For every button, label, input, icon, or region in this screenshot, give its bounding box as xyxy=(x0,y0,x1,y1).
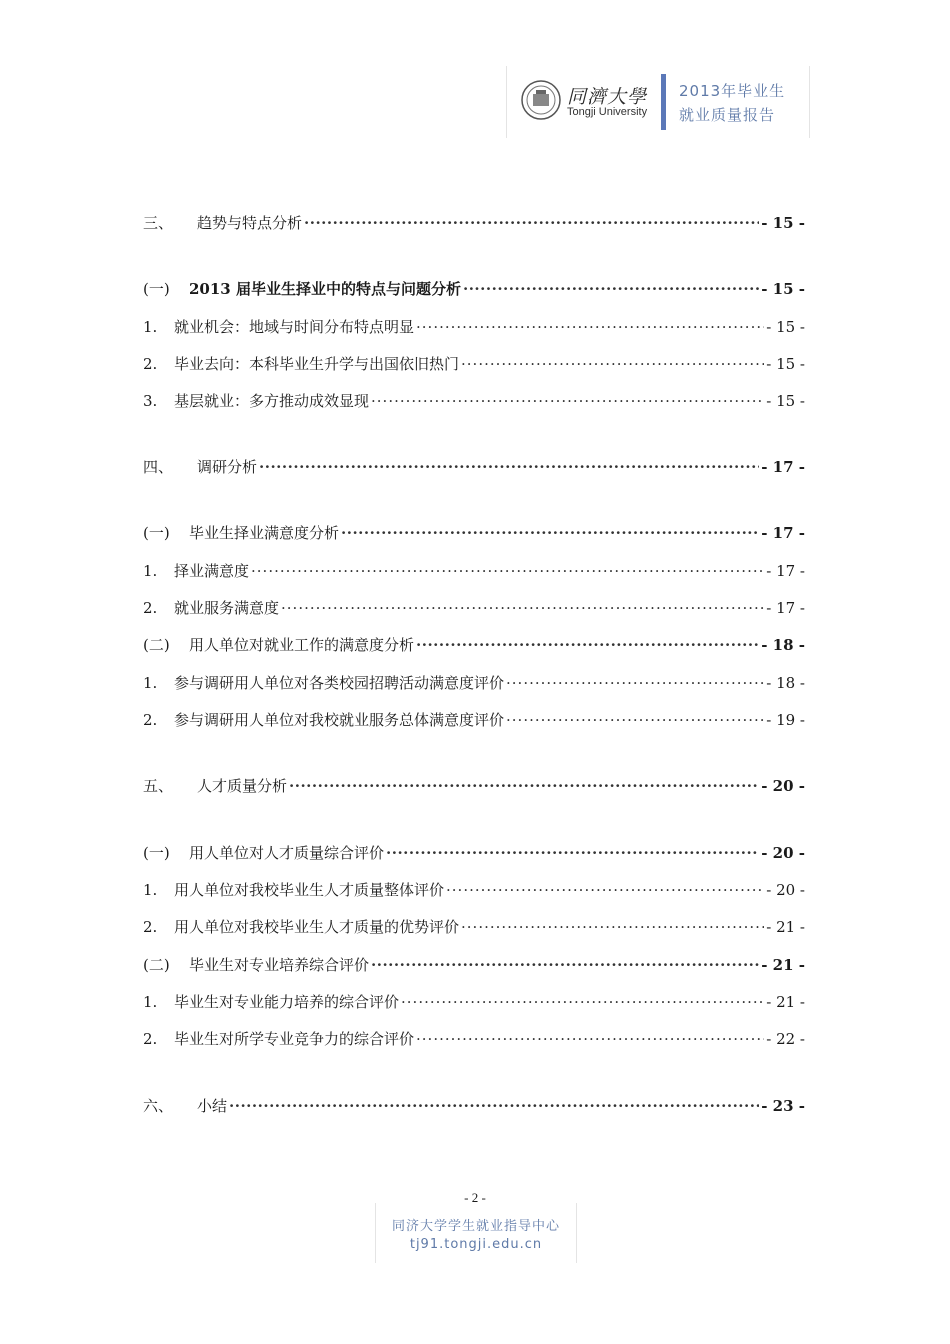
university-name-en: Tongji University xyxy=(567,106,648,118)
toc-entry-title: 人才质量分析 xyxy=(197,777,288,795)
toc-entry[interactable] xyxy=(143,842,805,864)
toc-entry-page: - 19 - xyxy=(766,711,805,729)
report-title-line1: 2013年毕业生 xyxy=(679,82,786,100)
page-number: - 2 - xyxy=(464,1190,486,1205)
toc-entry-title: 趋势与特点分析 xyxy=(197,214,303,232)
toc-entry-page: - 21 - xyxy=(761,956,805,974)
toc-entry[interactable] xyxy=(143,634,805,656)
toc-entry-page: - 18 - xyxy=(766,674,805,692)
toc-entry-title: 参与调研用人单位对我校就业服务总体满意度评价 xyxy=(174,711,505,729)
toc-entry-number: 2. xyxy=(143,599,158,617)
toc-entry-number: 五、 xyxy=(143,777,174,795)
toc-entry[interactable] xyxy=(143,1028,805,1050)
toc-entry[interactable] xyxy=(143,212,805,234)
toc-leader-dots xyxy=(416,316,764,338)
toc-entry-page: - 21 - xyxy=(766,918,805,936)
toc-entry-page: - 17 - xyxy=(766,562,805,580)
toc-entry-number: 1. xyxy=(143,993,158,1011)
toc-leader-dots xyxy=(259,456,759,478)
report-title-line2: 就业质量报告 xyxy=(679,106,776,124)
toc-entry-number: 1. xyxy=(143,318,158,336)
toc-entry-title: 毕业去向：本科毕业生升学与出国依旧热门 xyxy=(174,355,460,373)
toc-entry-title: 基层就业：多方推动成效显现 xyxy=(174,392,370,410)
toc-entry-number: 3. xyxy=(143,392,158,410)
toc-entry[interactable] xyxy=(143,709,805,731)
toc-entry-title: 调研分析 xyxy=(197,458,258,476)
toc-entry[interactable] xyxy=(143,353,805,375)
toc-entry-title: 毕业生对专业培养综合评价 xyxy=(189,956,370,974)
toc-entry-page: - 15 - xyxy=(761,214,805,232)
toc-entry-title: 小结 xyxy=(197,1097,228,1115)
toc-entry-number: (一) xyxy=(143,844,170,862)
toc-entry-number: 2. xyxy=(143,355,158,373)
toc-entry-number: 1. xyxy=(143,562,158,580)
toc-entry-page: - 20 - xyxy=(761,844,805,862)
toc-leader-dots xyxy=(446,879,764,901)
toc-entry-number: (二) xyxy=(143,956,170,974)
toc-entry-number: 四、 xyxy=(143,458,174,476)
toc-entry-page: - 23 - xyxy=(761,1097,805,1115)
toc-entry-page: - 15 - xyxy=(766,355,805,373)
toc-entry[interactable] xyxy=(143,522,805,544)
toc-leader-dots xyxy=(416,634,759,656)
toc-entry-page: - 20 - xyxy=(766,881,805,899)
toc-entry-page: - 17 - xyxy=(761,524,805,542)
toc-entry-page: - 17 - xyxy=(766,599,805,617)
toc-entry-title: 参与调研用人单位对各类校园招聘活动满意度评价 xyxy=(174,674,505,692)
toc-leader-dots xyxy=(229,1095,759,1117)
toc-entry[interactable] xyxy=(143,456,805,478)
toc-entry-title: 就业服务满意度 xyxy=(174,599,280,617)
toc-entry-title: 用人单位对就业工作的满意度分析 xyxy=(189,636,415,654)
toc-entry-title: 就业机会：地域与时间分布特点明显 xyxy=(174,318,415,336)
toc-entry-page: - 22 - xyxy=(766,1030,805,1048)
toc-entry-page: - 15 - xyxy=(766,318,805,336)
toc-entry-title: 毕业生对专业能力培养的综合评价 xyxy=(174,993,400,1011)
toc-entry[interactable] xyxy=(143,879,805,901)
toc-entry-number: 六、 xyxy=(143,1097,174,1115)
toc-entry[interactable] xyxy=(143,954,805,976)
toc-entry-page: - 18 - xyxy=(761,636,805,654)
toc-leader-dots xyxy=(304,212,759,234)
toc-leader-dots xyxy=(281,597,764,619)
toc-entry[interactable] xyxy=(143,597,805,619)
toc-entry[interactable] xyxy=(143,916,805,938)
toc-leader-dots xyxy=(371,954,759,976)
toc-entry[interactable] xyxy=(143,278,805,300)
toc-leader-dots xyxy=(506,709,764,731)
toc-entry-title: 用人单位对我校毕业生人才质量的优势评价 xyxy=(174,918,460,936)
toc-leader-dots xyxy=(461,916,764,938)
toc-entry-title: 择业满意度 xyxy=(174,562,250,580)
toc-entry-title: 用人单位对我校毕业生人才质量整体评价 xyxy=(174,881,445,899)
toc-entry[interactable] xyxy=(143,390,805,412)
toc-entry-title: 毕业生对所学专业竞争力的综合评价 xyxy=(174,1030,415,1048)
toc-entry-number: (二) xyxy=(143,636,170,654)
toc-leader-dots xyxy=(401,991,764,1013)
toc-entry[interactable] xyxy=(143,316,805,338)
toc-entry-page: - 21 - xyxy=(766,993,805,1011)
toc-leader-dots xyxy=(506,672,764,694)
toc-entry[interactable] xyxy=(143,991,805,1013)
toc-entry[interactable] xyxy=(143,672,805,694)
toc-entry[interactable] xyxy=(143,1095,805,1117)
toc-entry-page: - 20 - xyxy=(761,777,805,795)
page-footer xyxy=(375,1203,577,1263)
toc-entry-page: - 17 - xyxy=(761,458,805,476)
toc-leader-dots xyxy=(371,390,764,412)
toc-entry-number: (一) xyxy=(143,524,170,542)
toc-entry-number: 1. xyxy=(143,881,158,899)
toc-leader-dots xyxy=(341,522,759,544)
toc-leader-dots xyxy=(251,560,764,582)
toc-entry-number: 三、 xyxy=(143,214,174,232)
toc-entry-page: - 15 - xyxy=(766,392,805,410)
page-header xyxy=(506,66,810,138)
footer-center-name: 同济大学学生就业指导中心 xyxy=(391,1219,560,1234)
toc-leader-dots xyxy=(463,278,759,300)
toc-entry-number: 2. xyxy=(143,1030,158,1048)
toc-entry-title: 2013 届毕业生择业中的特点与问题分析 xyxy=(189,280,461,298)
toc-leader-dots xyxy=(416,1028,764,1050)
toc-entry-number: 2. xyxy=(143,711,158,729)
toc-entry-number: 1. xyxy=(143,674,158,692)
university-seal-icon xyxy=(521,80,561,120)
university-name-cn: 同濟大學 xyxy=(567,86,648,108)
toc-leader-dots xyxy=(461,353,764,375)
toc-entry-title: 毕业生择业满意度分析 xyxy=(189,524,340,542)
toc-entry-number: 2. xyxy=(143,918,158,936)
toc-entry-title: 用人单位对人才质量综合评价 xyxy=(189,844,385,862)
toc-entry[interactable] xyxy=(143,560,805,582)
toc-leader-dots xyxy=(289,775,759,797)
toc-leader-dots xyxy=(386,842,759,864)
toc-entry-number: (一) xyxy=(143,280,170,298)
footer-website: tj91.tongji.edu.cn xyxy=(409,1237,543,1252)
header-divider-bar xyxy=(661,74,666,130)
toc-entry[interactable] xyxy=(143,775,805,797)
toc-entry-page: - 15 - xyxy=(761,280,805,298)
